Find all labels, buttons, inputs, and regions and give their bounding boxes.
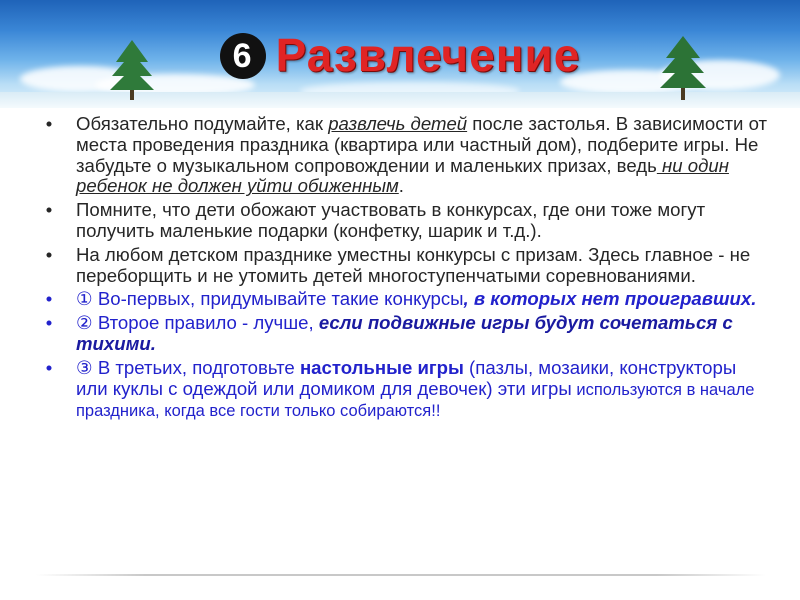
emphasis-text: , в которых нет проигравших. (463, 288, 757, 310)
list-item (40, 313, 770, 355)
bullet-text: используются в начале праздника, когда все гости только собираются!! (76, 380, 755, 421)
header-banner (0, 0, 800, 108)
title-number-badge: 6 (220, 33, 266, 79)
emphasis-text: ни один ребенок не должен уйти обиженным (76, 154, 729, 197)
bullet-list (40, 114, 770, 425)
bullet-icon: • (45, 113, 53, 134)
footer-divider (36, 574, 766, 576)
bullet-icon: • (45, 312, 53, 334)
title-text: Развлечение (275, 29, 581, 81)
list-item (40, 114, 770, 197)
bullet-text: (пазлы, мозаики, конструкторы или куклы с одеждой или домиком для девочек) эти (76, 356, 737, 399)
bullet-text: ① Во-первых, придумывайте такие конкурсы (76, 288, 464, 310)
bullet-text: игры (530, 377, 572, 399)
list-item (40, 358, 770, 422)
bullet-icon: • (45, 243, 53, 265)
emphasis-text: развлечь детей (328, 113, 468, 134)
bullet-icon: • (45, 199, 53, 221)
emphasis-text: если подвижные игры будут сочетаться с тихими. (76, 312, 733, 354)
bullet-text: На любом детском празднике уместны конкурсы с призам. Здесь главное - не переборщить и не утомить детей многоступенчатыми соревнованиями. (76, 243, 751, 286)
list-item (40, 289, 770, 310)
bullet-text: Помните, что дети обожают участвовать в конкурсах, где они тоже могут получить маленькие подарки (конфетку, шарик и т.д.). (76, 199, 706, 241)
slide-title (0, 28, 800, 82)
bullet-text: ③ В третьих, подготовьте (76, 356, 300, 378)
bullet-text: ② Второе правило - лучше, (76, 312, 319, 334)
bullet-icon: • (45, 288, 53, 310)
bullet-text: Обязательно подумайте, как (76, 113, 329, 134)
list-item (40, 200, 770, 242)
list-item (40, 245, 770, 287)
bullet-text: после застолья. В зависимости от места проведения праздника (квартира или частный дом), подберите игры. Не забудьте о музыкальном сопровождении и маленьких призах, ведь (76, 113, 768, 176)
emphasis-text: настольные игры (299, 356, 464, 378)
bullet-text: . (398, 175, 404, 197)
bullet-icon: • (45, 356, 53, 378)
